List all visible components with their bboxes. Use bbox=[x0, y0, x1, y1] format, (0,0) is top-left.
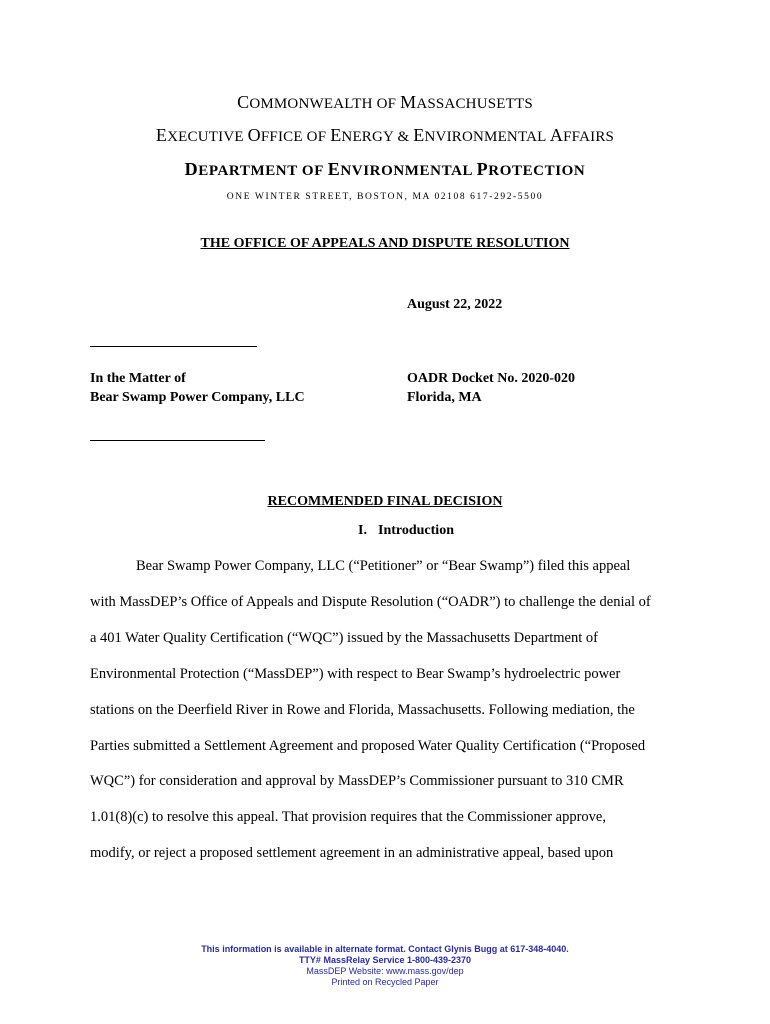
section-heading: Introduction bbox=[378, 523, 454, 538]
caption-rule-bottom bbox=[90, 440, 265, 441]
letterhead-executive-office: EXECUTIVE OFFICE OF ENERGY & ENVIRONMENTAL AFFAIRS bbox=[155, 125, 615, 145]
caption-matter-party: Bear Swamp Power Company, LLC bbox=[90, 390, 305, 405]
caption-matter-label: In the Matter of bbox=[90, 371, 186, 386]
footer-recycled-paper: Printed on Recycled Paper bbox=[331, 977, 439, 987]
section-number: I. bbox=[358, 523, 367, 538]
body-line: stations on the Deerfield River in Rowe and Florida, Massachusetts. Following mediation, the bbox=[90, 702, 635, 718]
footer-alternate-format: This information is available in alternate format. Contact Glynis Bugg at 617-348-4040. bbox=[201, 944, 569, 954]
letterhead-department: DEPARTMENT OF ENVIRONMENTAL PROTECTION bbox=[184, 159, 586, 179]
body-line: modify, or reject a proposed settlement agreement in an administrative appeal, based upon bbox=[90, 845, 614, 861]
letterhead-address: ONE WINTER STREET, BOSTON, MA 02108 617-292-5500 bbox=[226, 192, 544, 202]
letterhead-commonwealth: COMMONWEALTH OF MASSACHUSETTS bbox=[237, 92, 533, 112]
body-line: WQC”) for consideration and approval by MassDEP’s Commissioner pursuant to 310 CMR bbox=[90, 773, 624, 789]
decision-title: RECOMMENDED FINAL DECISION bbox=[267, 494, 503, 509]
body-line: a 401 Water Quality Certification (“WQC”) issued by the Massachusetts Department of bbox=[90, 630, 598, 646]
caption-rule-top bbox=[90, 346, 257, 347]
caption-location: Florida, MA bbox=[407, 390, 482, 405]
body-line: Bear Swamp Power Company, LLC (“Petitioner” or “Bear Swamp”) filed this appeal bbox=[136, 558, 631, 574]
body-line: 1.01(8)(c) to resolve this appeal. That provision requires that the Commissioner approve, bbox=[90, 809, 606, 825]
caption-docket-number: OADR Docket No. 2020-020 bbox=[407, 371, 575, 386]
office-title: THE OFFICE OF APPEALS AND DISPUTE RESOLUTION bbox=[200, 236, 570, 251]
footer-tty: TTY# MassRelay Service 1-800-439-2370 bbox=[298, 955, 472, 965]
footer-website: MassDEP Website: www.mass.gov/dep bbox=[306, 966, 464, 976]
body-line: Environmental Protection (“MassDEP”) with respect to Bear Swamp’s hydroelectric power bbox=[90, 666, 621, 682]
document-date: August 22, 2022 bbox=[407, 297, 503, 312]
body-line: Parties submitted a Settlement Agreement and proposed Water Quality Certification (“Proposed bbox=[90, 738, 646, 754]
body-line: with MassDEP’s Office of Appeals and Dispute Resolution (“OADR”) to challenge the denial of bbox=[90, 594, 651, 610]
